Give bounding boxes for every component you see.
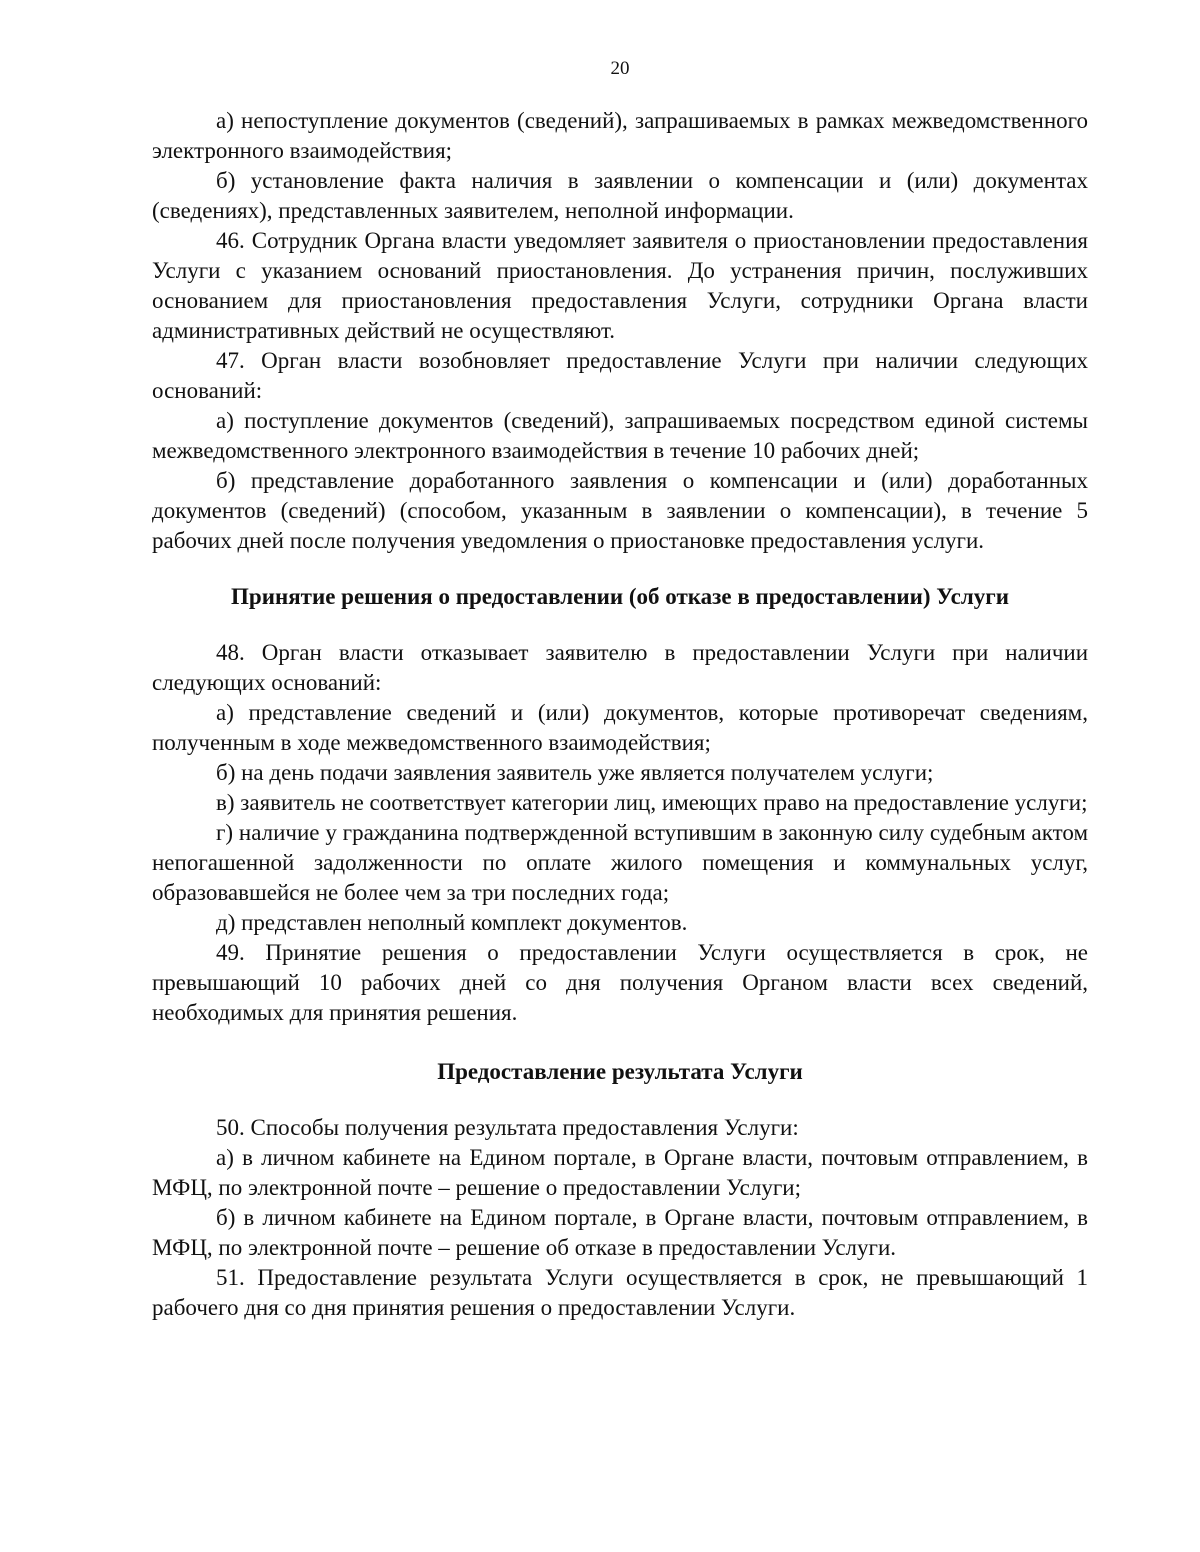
document-body <box>152 106 1088 1323</box>
paragraph-refusal-reason-b: б) на день подачи заявления заявитель уже является получателем услуги; <box>216 760 934 785</box>
paragraph-47: 47. Орган власти возобновляет предоставление Услуги при наличии следующих оснований: <box>152 348 1088 403</box>
paragraph-refusal-reason-g: г) наличие у гражданина подтвержденной вступившим в законную силу судебным актом непогашенной задолженности по оплате жилого помещения и коммунальных услуг, образовавшейся не более чем за три последних года; <box>152 820 1088 905</box>
paragraph-result-method-b: б) в личном кабинете на Едином портале, в Органе власти, почтовым отправлением, в МФЦ, по электронной почте – решение об отказе в предоставлении Услуги. <box>152 1205 1088 1260</box>
section-heading-result: Предоставление результата Услуги <box>437 1059 803 1084</box>
paragraph-resume-reason-b: б) представление доработанного заявления о компенсации и (или) доработанных документов (сведений) (способом, указанным в заявлении о компенсации), в течение 5 рабочих дней после получения уведомления о приостановке предоставления услуги. <box>152 468 1088 553</box>
paragraph-resume-reason-a: а) поступление документов (сведений), запрашиваемых посредством единой системы межведомственного электронного взаимодействия в течение 10 рабочих дней; <box>152 408 1088 463</box>
paragraph-suspension-reason-a: а) непоступление документов (сведений), запрашиваемых в рамках межведомственного электронного взаимодействия; <box>152 108 1088 163</box>
paragraph-refusal-reason-a: а) представление сведений и (или) документов, которые противоречат сведениям, полученным в ходе межведомственного взаимодействия; <box>152 700 1088 755</box>
paragraph-51: 51. Предоставление результата Услуги осуществляется в срок, не превышающий 1 рабочего дня со дня принятия решения о предоставлении Услуги. <box>152 1265 1088 1320</box>
section-heading-decision: Принятие решения о предоставлении (об отказе в предоставлении) Услуги <box>231 584 1009 609</box>
paragraph-result-method-a: а) в личном кабинете на Едином портале, в Органе власти, почтовым отправлением, в МФЦ, по электронной почте – решение о предоставлении Услуги; <box>152 1145 1088 1200</box>
page-number: 20 <box>610 58 630 79</box>
paragraph-50: 50. Способы получения результата предоставления Услуги: <box>216 1115 799 1140</box>
paragraph-46: 46. Сотрудник Органа власти уведомляет заявителя о приостановлении предоставления Услуги с указанием оснований приостановления. До устранения причин, послуживших основанием для приостановления предоставления Услуги, сотрудники Органа власти административных действий не осуществляют. <box>152 228 1088 343</box>
paragraph-suspension-reason-b: б) установление факта наличия в заявлении о компенсации и (или) документах (сведениях), представленных заявителем, неполной информации. <box>152 168 1088 223</box>
paragraph-refusal-reason-d: д) представлен неполный комплект документов. <box>216 910 688 935</box>
paragraph-refusal-reason-v: в) заявитель не соответствует категории лиц, имеющих право на предоставление услуги; <box>216 790 1088 815</box>
paragraph-49: 49. Принятие решения о предоставлении Услуги осуществляется в срок, не превышающий 10 рабочих дней со дня получения Органом власти всех сведений, необходимых для принятия решения. <box>152 940 1088 1025</box>
paragraph-48: 48. Орган власти отказывает заявителю в предоставлении Услуги при наличии следующих оснований: <box>152 640 1088 695</box>
